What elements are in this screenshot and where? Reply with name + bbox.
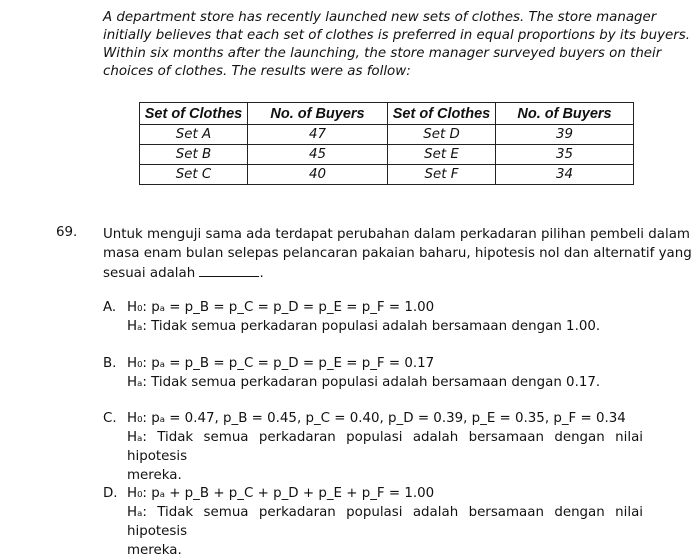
option-letter: D.	[103, 486, 118, 501]
option-letter: C.	[103, 411, 117, 426]
table-cell: Set B	[140, 145, 248, 165]
table-row	[140, 145, 634, 165]
question-line: Untuk menguji sama ada terdapat perubahan dalam perkadaran pilihan pembeli dalam	[103, 227, 690, 242]
option-h0: H₀: pₐ = p_B = p_C = p_D = p_E = p_F = 0.17	[127, 356, 435, 371]
option-h0: H₀: pₐ + p_B + p_C + p_D + p_E + p_F = 1.00	[127, 486, 435, 501]
table-cell: Set C	[140, 165, 248, 185]
intro-line: choices of clothes. The results were as follow:	[103, 64, 411, 79]
table-cell: 34	[496, 165, 634, 185]
table-cell: Set D	[388, 125, 496, 145]
table-row	[140, 165, 634, 185]
buyers-table	[139, 102, 634, 185]
intro-line: A department store has recently launched new sets of clothes. The store manager	[103, 10, 657, 25]
table-cell: 47	[248, 125, 388, 145]
option-c[interactable]	[103, 409, 643, 485]
header-no-of-buyers: No. of Buyers	[496, 103, 634, 125]
table-cell: 35	[496, 145, 634, 165]
option-ha-continued: mereka.	[127, 468, 182, 483]
question-number: 69.	[56, 225, 78, 240]
question-line	[103, 263, 643, 283]
question-text	[103, 225, 692, 283]
table-cell: 45	[248, 145, 388, 165]
option-h0: H₀: pₐ = p_B = p_C = p_D = p_E = p_F = 1.00	[127, 300, 435, 315]
intro-line: Within six months after the launching, the store manager surveyed buyers on their	[103, 46, 662, 61]
option-ha: Hₐ: Tidak semua perkadaran populasi adalah bersamaan dengan 1.00.	[127, 319, 601, 334]
header-set-of-clothes: Set of Clothes	[388, 103, 496, 125]
option-a[interactable]	[103, 298, 643, 336]
option-letter: B.	[103, 356, 117, 371]
table-cell: 40	[248, 165, 388, 185]
table-cell: 39	[496, 125, 634, 145]
option-ha: Hₐ: Tidak semua perkadaran populasi adalah bersamaan dengan nilai hipotesis	[127, 430, 643, 464]
table-header-row	[140, 103, 634, 125]
header-set-of-clothes: Set of Clothes	[140, 103, 248, 125]
table-row	[140, 125, 634, 145]
intro-line: initially believes that each set of clothes is preferred in equal proportions by its buyers.	[103, 28, 690, 43]
question-line-suffix: .	[259, 266, 264, 281]
question-line: masa enam bulan selepas pelancaran pakaian baharu, hipotesis nol dan alternatif yang	[103, 246, 692, 261]
option-ha-continued: mereka.	[127, 543, 182, 558]
option-d[interactable]	[103, 484, 643, 560]
option-ha: Hₐ: Tidak semua perkadaran populasi adalah bersamaan dengan nilai hipotesis	[127, 505, 643, 539]
header-no-of-buyers: No. of Buyers	[248, 103, 388, 125]
option-ha: Hₐ: Tidak semua perkadaran populasi adalah bersamaan dengan 0.17.	[127, 375, 601, 390]
option-letter: A.	[103, 300, 117, 315]
option-b[interactable]	[103, 354, 643, 392]
table-cell: Set F	[388, 165, 496, 185]
answer-blank	[199, 263, 259, 277]
question-line-prefix: sesuai adalah	[103, 266, 196, 281]
intro-paragraph	[103, 9, 690, 81]
table-cell: Set E	[388, 145, 496, 165]
option-h0: H₀: pₐ = 0.47, p_B = 0.45, p_C = 0.40, p_D = 0.39, p_E = 0.35, p_F = 0.34	[127, 411, 626, 426]
table-cell: Set A	[140, 125, 248, 145]
